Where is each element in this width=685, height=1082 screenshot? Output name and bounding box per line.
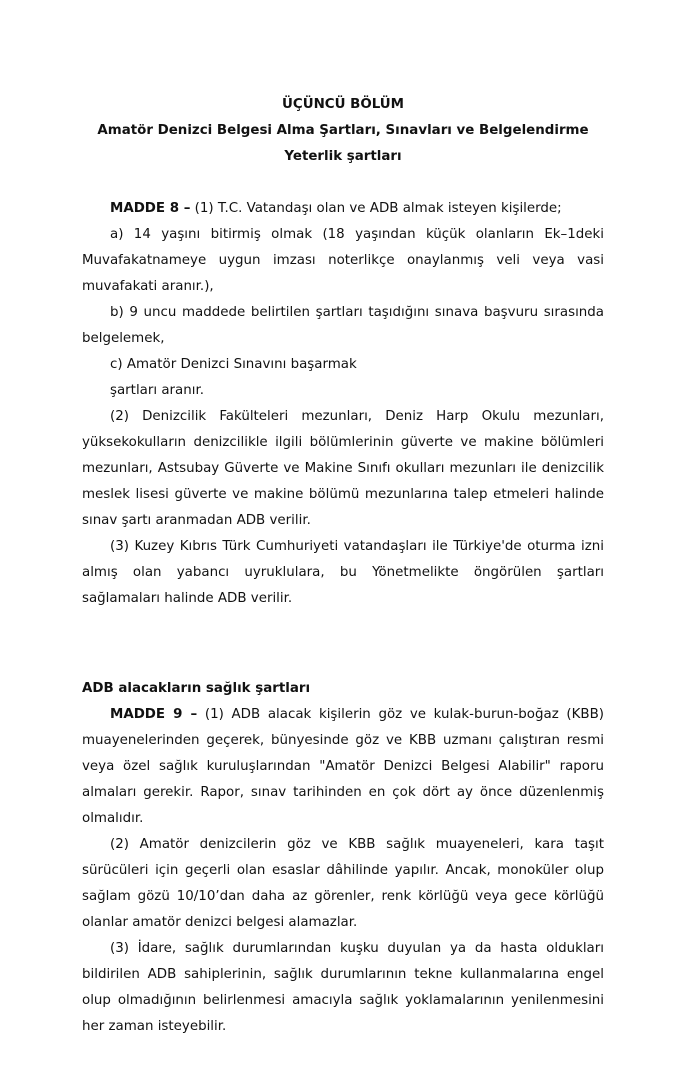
madde9-paragraph-1 [82, 702, 604, 832]
madde8-paragraph-3: (3) Kuzey Kıbrıs Türk Cumhuriyeti vatandaşları ile Türkiye'de oturma izni almış olan yabancı uyruklulara, bu Yönetmelikte öngörülen şartları sağlamaları halinde ADB verilir. [82, 539, 604, 606]
madde8-intro [82, 196, 604, 222]
section-title-line1: Amatör Denizci Belgesi Alma Şartları, Sınavları ve Belgelendirme [97, 123, 589, 138]
madde9-paragraph-3: (3) İdare, sağlık durumlarından kuşku duyulan ya da hasta oldukları bildirilen ADB sahiplerinin, sağlık durumlarının tekne kullanmalarına engel olup olmadığının belirlenmesi amacıyla sağlık yoklamalarının yenilenmesini her zaman isteyebilir. [82, 941, 604, 1034]
madde8-intro-text: (1) T.C. Vatandaşı olan ve ADB almak isteyen kişilerde; [190, 201, 562, 216]
madde8-label: MADDE 8 – [110, 201, 191, 216]
madde8-paragraph-2: (2) Denizcilik Fakülteleri mezunları, Deniz Harp Okulu mezunları, yüksekokulların denizcilikle ilgili bölümlerinin güverte ve makine bölümleri mezunları, Astsubay Güverte ve Makine Sınıfı okulları mezunları ile denizcilik meslek lisesi güverte ve makine bölümü mezunlarına talep etmeleri halinde sınav şartı aranmadan ADB verilir. [82, 409, 604, 528]
madde8-closing: şartları aranır. [110, 383, 205, 398]
madde8-item-b: b) 9 uncu maddede belirtilen şartları taşıdığını sınava başvuru sırasında belgelemek, [82, 305, 604, 346]
madde8-item-a: a) 14 yaşını bitirmiş olmak (18 yaşından küçük olanların Ek–1deki Muvafakatnameye uygun imzası noterlikçe onaylanmış veli veya vasi muvafakati aranır.), [82, 227, 604, 294]
madde9-paragraph-2: (2) Amatör denizcilerin göz ve KBB sağlık muayeneleri, kara taşıt sürücüleri için geçerli olan esaslar dâhilinde yapılır. Ancak, monoküler olup sağlam gözü 10/10’dan daha az görenler, renk körlüğü veya gece körlüğü olanlar amatör denizci belgesi alamazlar. [82, 837, 604, 930]
health-section-title: ADB alacakların sağlık şartları [82, 681, 311, 696]
madde9-p1-text: (1) ADB alacak kişilerin göz ve kulak-burun-boğaz (KBB) muayenelerinden geçerek, bünyesinde göz ve KBB uzmanı çalıştıran resmi veya özel sağlık kuruluşlarından "Amatör Denizci Belgesi Alabilir" raporu almaları gerekir. Rapor, sınav tarihinden en çok dört ay önce düzenlenmiş olmalıdır. [82, 707, 604, 826]
madde8-item-c: c) Amatör Denizci Sınavını başarmak [110, 357, 357, 372]
section-title-line2: Yeterlik şartları [284, 149, 402, 164]
madde9-label: MADDE 9 – [110, 707, 198, 722]
section-part-heading: ÜÇÜNCÜ BÖLÜM [282, 97, 404, 112]
